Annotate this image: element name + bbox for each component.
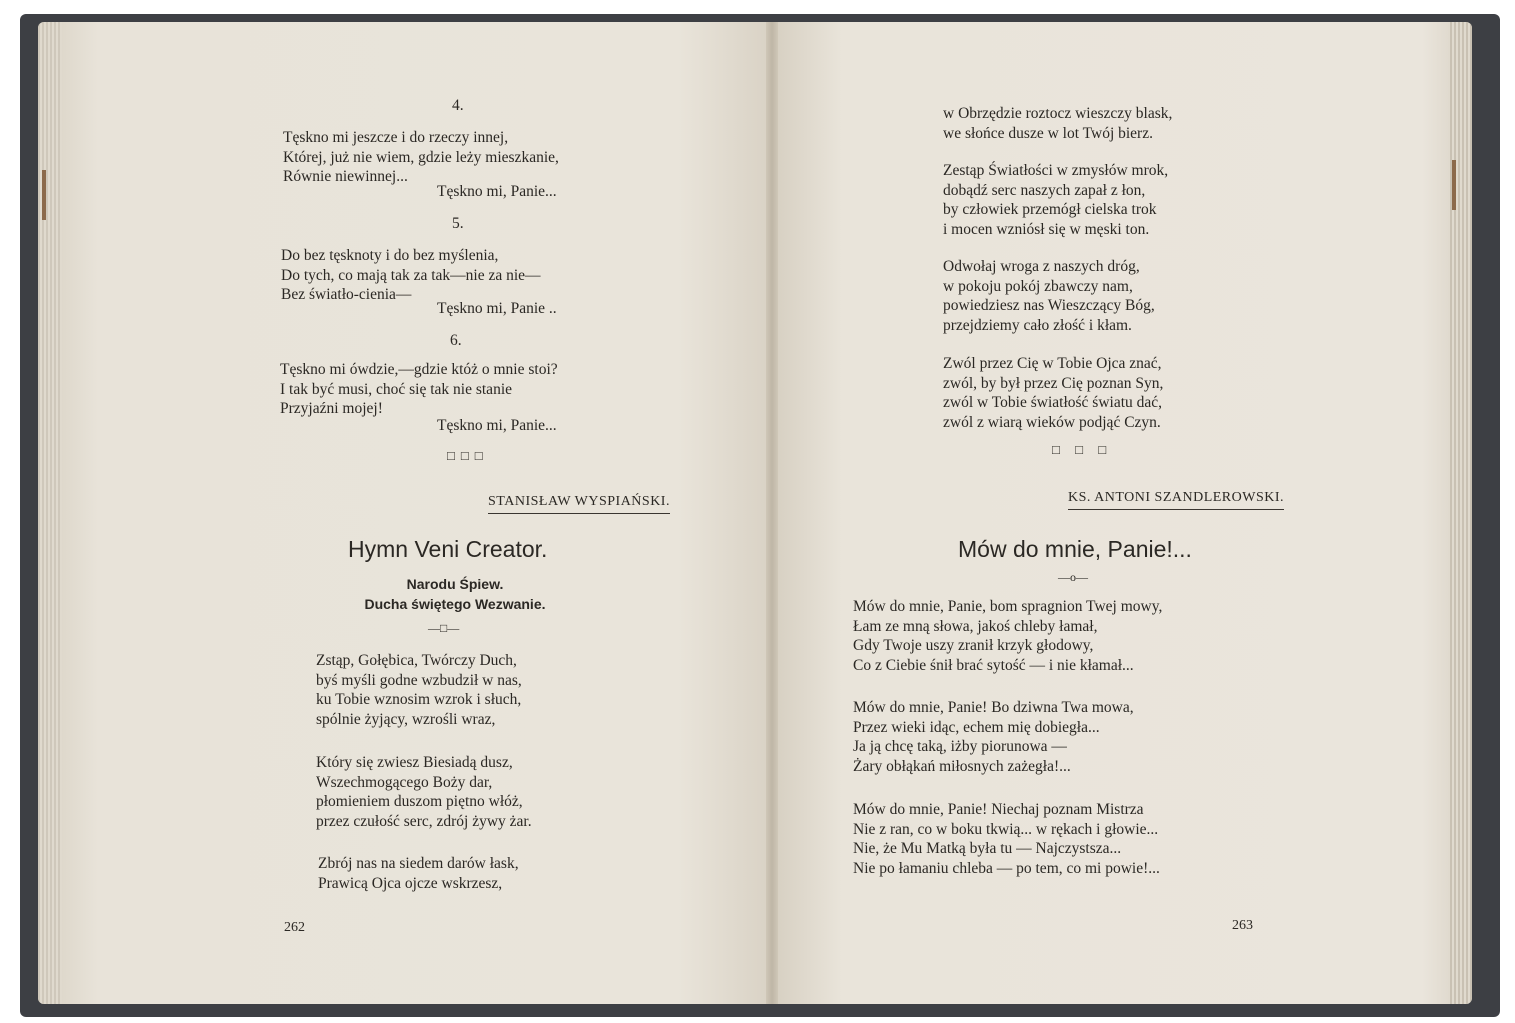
- stanza: [853, 698, 1134, 776]
- stanza: [943, 354, 1163, 432]
- subtitle-line: Narodu Śpiew.: [406, 576, 504, 592]
- verse-line: Nie po łamaniu chleba — po tem, co mi powie!...: [853, 859, 1160, 877]
- verse-line: ku Tobie wznosim wzrok i słuch,: [316, 691, 522, 708]
- poem-subtitle: [340, 574, 570, 614]
- verse-line: Prawicą Ojca ojcze wskrzesz,: [318, 874, 503, 892]
- verse-line: byś myśli godne wzbudził w nas,: [316, 671, 522, 689]
- verse-line: Żary obłąkań miłosnych zażegła!...: [853, 757, 1071, 775]
- verse-line: Który się zwiesz Biesiadą dusz,: [316, 754, 513, 771]
- stanza: [280, 360, 558, 419]
- stanza: [281, 246, 541, 305]
- verse-line: Której, już nie wiem, gdzie leży mieszkanie,: [283, 148, 559, 166]
- verse-line: Mów do mnie, Panie! Bo dziwna Twa mowa,: [853, 699, 1134, 716]
- verse-line: Bez światło-cienia—: [281, 286, 412, 303]
- verse-line: we słońce dusze w lot Twój bierz.: [943, 124, 1153, 142]
- author-signature: KS. ANTONI SZANDLEROWSKI.: [1068, 490, 1284, 510]
- verse-line: zwól w Tobie światłość światu dać,: [943, 394, 1163, 411]
- verse-line: Przyjaźni mojej!: [280, 400, 383, 417]
- stanza: [853, 800, 1160, 878]
- verse-line: Mów do mnie, Panie, bom spragnion Twej mowy,: [853, 598, 1163, 615]
- verse-line: w Obrzędzie roztocz wieszczy blask,: [943, 105, 1173, 122]
- stanza: [316, 651, 522, 729]
- verse-line: Zwól przez Cię w Tobie Ojca znać,: [943, 355, 1162, 372]
- stanza: [943, 161, 1168, 239]
- verse-line: Gdy Twoje uszy zranił krzyk głodowy,: [853, 637, 1094, 654]
- verse-line: w pokoju pokój zbawczy nam,: [943, 277, 1133, 295]
- stanza: [318, 854, 519, 893]
- verse-line: I tak być musi, choć się tak nie stanie: [280, 380, 513, 398]
- author-signature: STANISŁAW WYSPIAŃSKI.: [488, 494, 670, 514]
- stanza-number: 4.: [452, 97, 464, 114]
- verse-line: Nie z ran, co w boku tkwią... w rękach i głowie...: [853, 820, 1159, 838]
- section-ornament: □ □ □: [1052, 442, 1113, 457]
- stanza-number: 5.: [452, 215, 464, 232]
- verse-line: Zestąp Światłości w zmysłów mrok,: [943, 162, 1169, 179]
- stanza: [316, 753, 532, 831]
- poem-title: Mów do mnie, Panie!...: [958, 536, 1192, 562]
- right-thumb-tab: [1452, 160, 1456, 210]
- verse-line: płomieniem duszom piętno włóż,: [316, 793, 523, 810]
- book-gutter: [766, 22, 778, 1004]
- verse-line: przez czułość serc, zdrój żywy żar.: [316, 812, 532, 830]
- verse-line: powiedziesz nas Wieszczący Bóg,: [943, 297, 1155, 314]
- verse-line: Tęskno mi ówdzie,—gdzie któż o mnie stoi?: [280, 361, 558, 378]
- verse-line: Zbrój nas na siedem darów łask,: [318, 855, 519, 872]
- stanza: [283, 128, 559, 187]
- section-ornament: □□□: [447, 448, 489, 463]
- verse-line: Ja ją chcę taką, iżby piorunowa —: [853, 738, 1067, 755]
- verse-line: Co z Ciebie śnił brać sytość — i nie kłamał...: [853, 656, 1134, 674]
- verse-line: Nie, że Mu Matką była tu — Najczystsza...: [853, 840, 1122, 857]
- title-divider: —o—: [1058, 570, 1088, 584]
- verse-line: Zstąp, Gołębica, Twórczy Duch,: [316, 652, 517, 669]
- verse-line: dobądź serc naszych zapał z łon,: [943, 181, 1146, 199]
- verse-line: Mów do mnie, Panie! Niechaj poznam Mistrza: [853, 801, 1144, 818]
- verse-line: przejdziemy cało złość i kłam.: [943, 316, 1132, 334]
- verse-line: spólnie żyjący, wzrośli wraz,: [316, 710, 496, 728]
- left-thumb-tab: [42, 170, 46, 220]
- verse-line: Łam ze mną słowa, jakoś chleby łamał,: [853, 617, 1098, 635]
- page-number: 262: [284, 920, 305, 935]
- page-number: 263: [1232, 918, 1253, 933]
- verse-line: Tęskno mi jeszcze i do rzeczy innej,: [283, 129, 509, 146]
- verse-line: Równie niewinnej...: [283, 168, 408, 185]
- subtitle-line: Ducha świętego Wezwanie.: [364, 596, 546, 612]
- stanza: [943, 257, 1155, 335]
- stanza-number: 6.: [450, 332, 462, 349]
- verse-line: Wszechmogącego Boży dar,: [316, 773, 493, 791]
- verse-line: Przez wieki idąc, echem mię dobiegła...: [853, 718, 1100, 736]
- verse-line: by człowiek przemógł cielska trok: [943, 201, 1157, 218]
- verse-line: zwól, by był przez Cię poznan Syn,: [943, 374, 1164, 392]
- verse-line: zwól z wiarą wieków podjąć Czyn.: [943, 413, 1161, 431]
- stanza: [853, 597, 1162, 675]
- stanza: [943, 104, 1172, 143]
- refrain: Tęskno mi, Panie...: [437, 417, 557, 434]
- refrain: Tęskno mi, Panie...: [437, 183, 557, 200]
- refrain: Tęskno mi, Panie ..: [437, 300, 557, 317]
- poem-title: Hymn Veni Creator.: [348, 536, 548, 562]
- verse-line: Odwołaj wroga z naszych dróg,: [943, 258, 1140, 275]
- title-divider: —□—: [428, 621, 460, 635]
- verse-line: Do tych, co mają tak za tak—nie za nie—: [281, 266, 541, 284]
- verse-line: Do bez tęsknoty i do bez myślenia,: [281, 247, 499, 264]
- verse-line: i mocen wzniósł się w męski ton.: [943, 220, 1150, 238]
